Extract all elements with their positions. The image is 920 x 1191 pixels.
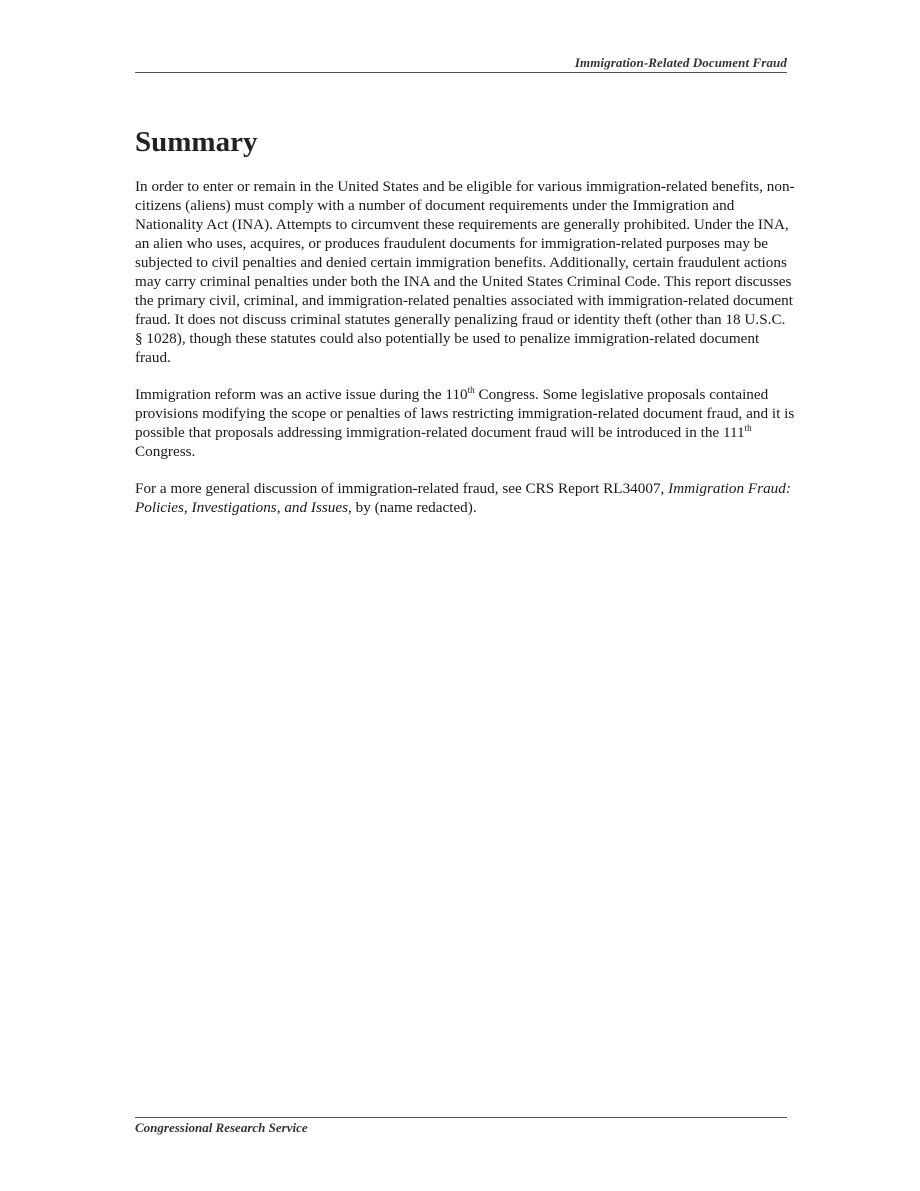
- report-title: Immigration Fraud: Policies, Investigations, and Issues: [135, 480, 791, 516]
- paragraph-congress-text-2: Congress. Some legislative proposals contained provisions modifying the scope or penalties of laws restricting immigration-related document fraud, and it is possible that proposals addressing immigration-related document fraud will be introduced in the 111: [135, 386, 795, 441]
- paragraph-intro: In order to enter or remain in the United States and be eligible for various immigration-related benefits, non-citizens (aliens) must comply with a number of document requirements under the Immigration and Nationality Act (INA). Attempts to circumvent these requirements are generally prohibited. Under the INA, an alien who uses, acquires, or produces fraudulent documents for immigration-related purposes may be subjected to civil penalties and denied certain immigration benefits. Additionally, certain fraudulent actions may carry criminal penalties under both the INA and the United States Criminal Code. This report discusses the primary civil, criminal, and immigration-related penalties associated with immigration-related document fraud. It does not discuss criminal statutes generally penalizing fraud or identity theft (other than 18 U.S.C. § 1028), though these statutes could also potentially be used to penalize immigration-related document fraud.: [135, 178, 795, 366]
- ordinal-suffix: th: [744, 423, 752, 433]
- paragraph-reference-text-1: For a more general discussion of immigration-related fraud, see CRS Report RL34007,: [135, 480, 669, 497]
- header-rule: [135, 72, 787, 73]
- running-header: Immigration-Related Document Fraud: [574, 55, 787, 70]
- ordinal-suffix: th: [467, 385, 475, 395]
- footer-rule: [135, 1117, 787, 1118]
- paragraph-reference-text-2: , by (name redacted).: [348, 499, 477, 516]
- paragraph-congress-text-1: Immigration reform was an active issue during the 110: [135, 386, 468, 403]
- paragraph-congress: [135, 385, 795, 461]
- paragraph-reference: [135, 479, 795, 517]
- page-title: Summary: [135, 126, 258, 158]
- running-footer: Congressional Research Service: [135, 1120, 308, 1135]
- summary-body: [135, 177, 795, 535]
- paragraph-congress-text-3: Congress.: [135, 443, 196, 460]
